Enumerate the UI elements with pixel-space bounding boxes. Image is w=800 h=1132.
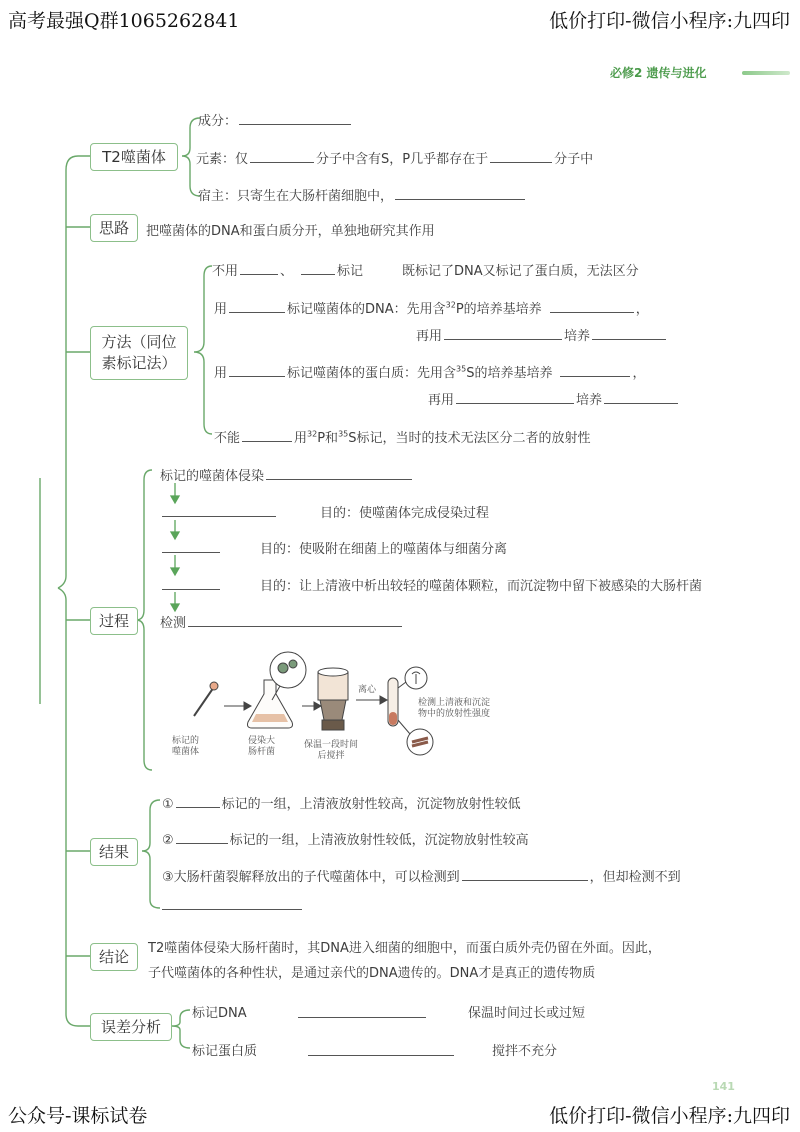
method-l4-d: ，: [632, 366, 646, 381]
blank[interactable]: [604, 392, 678, 404]
result-r1-b: 标记的一组，上清液放射性较高，沉淀物放射性较低: [221, 797, 521, 812]
result-row-3: [162, 866, 681, 885]
node-error-analysis-label: 误差分析: [100, 1017, 161, 1036]
header-right-text: 低价打印-微信小程序:九四印: [549, 10, 790, 32]
result-r3-a: ③大肠杆菌裂解释放出的子代噬菌体中，可以检测到: [162, 870, 460, 885]
page-number: 141: [712, 1080, 735, 1093]
process-detect-text: 检测: [160, 616, 187, 631]
blank[interactable]: [592, 328, 666, 340]
caption-labeled-phage-2: 噬菌体: [172, 747, 200, 757]
blank[interactable]: [560, 365, 630, 377]
header-left-text: 高考最强Q群1065262841: [8, 10, 240, 32]
blank[interactable]: [176, 796, 220, 808]
method-l6-sup-1: 32: [307, 429, 318, 439]
footer-right-text: 低价打印-微信小程序:九四印: [549, 1105, 790, 1127]
method-l5-b: 培养: [576, 393, 603, 408]
t2-elements-row: [196, 148, 593, 167]
method-l3-b: 培养: [564, 329, 591, 344]
error-e1-a: 标记DNA: [192, 1006, 247, 1021]
method-row-2: [214, 298, 649, 317]
node-conclusion-label: 结论: [98, 947, 129, 966]
blank[interactable]: [229, 365, 285, 377]
result-r2-b: 标记的一组，上清液放射性较低，沉淀物放射性较高: [229, 833, 529, 848]
node-process: [90, 607, 138, 635]
node-method-label-1: 方法（同位: [101, 333, 177, 351]
caption-detect-1: 检测上清液和沉淀: [418, 698, 491, 708]
footer-left-text: 公众号-课标试卷: [8, 1105, 148, 1127]
t2-elements-text-b: 分子中含有S，P几乎都存在于: [316, 152, 489, 167]
method-l2-a: 用: [214, 302, 228, 317]
blank[interactable]: [444, 328, 562, 340]
blank[interactable]: [490, 151, 552, 163]
method-l4-a: 用: [214, 366, 228, 381]
method-l6-sup-2: 35: [338, 429, 349, 439]
result-r2-a: ②: [162, 833, 174, 848]
blank[interactable]: [242, 430, 292, 442]
result-r1-a: ①: [162, 797, 174, 812]
process-goal-1: 目的：使噬菌体完成侵染过程: [320, 506, 490, 521]
method-l2-c: P的培养基培养: [455, 302, 542, 317]
process-detect-row: [160, 612, 404, 631]
caption-labeled-phage: [172, 736, 199, 758]
conclusion-line-2: 子代噬菌体的各种性状，是通过亲代的DNA遗传的。DNA才是真正的遗传物质: [148, 966, 596, 981]
node-method-label-2: 素标记法）: [101, 354, 177, 372]
node-result: [90, 838, 138, 866]
blank[interactable]: [550, 301, 634, 313]
method-row-6: [214, 427, 591, 446]
process-goal-2: 目的：使吸附在细菌上的噬菌体与细菌分离: [260, 542, 508, 557]
method-l6-b: 用: [294, 431, 308, 446]
blank[interactable]: [250, 151, 314, 163]
result-row-2: [162, 829, 529, 848]
node-idea: [90, 214, 138, 242]
method-l5-a: 再用: [428, 393, 455, 408]
method-l4-sup: 35: [456, 364, 467, 374]
caption-incubate-1: 保温一段时间: [304, 740, 359, 750]
blank[interactable]: [266, 468, 412, 480]
blank[interactable]: [239, 113, 351, 125]
caption-labeled-phage-1: 标记的: [172, 736, 200, 746]
caption-infect-2: 肠杆菌: [248, 747, 276, 757]
idea-text: 把噬菌体的DNA和蛋白质分开，单独地研究其作用: [146, 224, 435, 239]
blank[interactable]: [301, 263, 335, 275]
conclusion-line-1: T2噬菌体侵染大肠杆菌时，其DNA进入细菌的细胞中，而蛋白质外壳仍留在外面。因此，: [148, 941, 661, 956]
method-row-5: [428, 389, 680, 408]
error-e2-a: 标记蛋白质: [192, 1044, 258, 1059]
method-l4-c: S的培养基培养: [466, 366, 553, 381]
t2-composition-row: [198, 110, 353, 129]
blank[interactable]: [176, 832, 228, 844]
method-l6-d: S标记，当时的技术无法区分二者的放射性: [348, 431, 591, 446]
method-l1-c: 标记: [337, 264, 364, 279]
caption-detect-2: 物中的放射性强度: [418, 709, 491, 719]
method-l3-a: 再用: [416, 329, 443, 344]
method-row-1: [212, 260, 363, 279]
t2-composition-label: 成分：: [198, 114, 238, 129]
node-process-label: 过程: [98, 611, 129, 630]
caption-infect-1: 侵染大: [248, 736, 276, 746]
blank[interactable]: [456, 392, 574, 404]
error-blank-1[interactable]: [298, 1017, 426, 1018]
caption-incubate: [304, 740, 358, 762]
caption-incubate-2: 后搅拌: [317, 751, 345, 761]
process-blank-3[interactable]: [162, 552, 220, 553]
method-l2-b: 标记噬菌体的DNA：先用含: [287, 302, 446, 317]
method-l1-a: 不用: [212, 264, 239, 279]
result-r3-b: ，但却检测不到: [589, 870, 681, 885]
node-idea-label: 思路: [98, 218, 129, 237]
error-e1-b: 保温时间过长或过短: [468, 1006, 586, 1021]
node-result-label: 结果: [98, 842, 129, 861]
method-l1-d: 既标记了DNA又标记了蛋白质，无法区分: [402, 264, 639, 279]
chapter-tag: 必修2 遗传与进化: [610, 66, 707, 80]
method-l2-d: ，: [635, 302, 649, 317]
blank[interactable]: [229, 301, 285, 313]
method-l6-a: 不能: [214, 431, 241, 446]
process-step-1: [160, 465, 414, 484]
process-goal-3: 目的：让上清液中析出较轻的噬菌体颗粒，而沉淀物中留下被感染的大肠杆菌: [260, 579, 703, 594]
method-l6-c: P和: [317, 431, 339, 446]
t2-elements-text-c: 分子中: [554, 152, 594, 167]
t2-host-text: 宿主：只寄生在大肠杆菌细胞中，: [198, 189, 394, 204]
method-l2-sup: 32: [445, 300, 456, 310]
process-blank-2[interactable]: [162, 516, 276, 517]
method-l1-b: 、: [280, 264, 294, 279]
node-t2-phage: [90, 143, 178, 171]
method-l4-b: 标记噬菌体的蛋白质：先用含: [287, 366, 457, 381]
caption-detect: [418, 698, 490, 720]
caption-centrifuge: 离心: [358, 685, 377, 695]
method-row-4: [214, 362, 646, 381]
process-step-1-text: 标记的噬菌体侵染: [160, 469, 265, 484]
error-e2-b: 搅拌不充分: [492, 1044, 558, 1059]
blank[interactable]: [462, 869, 588, 881]
result-blank-end[interactable]: [162, 909, 302, 910]
node-error-analysis: [90, 1013, 172, 1041]
process-blank-4[interactable]: [162, 589, 220, 590]
blank[interactable]: [240, 263, 278, 275]
result-row-1: [162, 793, 521, 812]
t2-host-row: [198, 185, 527, 204]
node-conclusion: [90, 943, 138, 971]
error-blank-2[interactable]: [308, 1055, 454, 1056]
node-method: [90, 326, 188, 380]
node-t2-phage-label: T2噬菌体: [102, 147, 166, 166]
caption-infect: [248, 736, 275, 758]
t2-elements-text-a: 元素：仅: [196, 152, 249, 167]
trunk-upper-connector: [58, 156, 90, 588]
trunk-lower-connector: [58, 588, 90, 1026]
method-row-3: [416, 325, 668, 344]
blank[interactable]: [188, 615, 402, 627]
blank[interactable]: [395, 188, 525, 200]
